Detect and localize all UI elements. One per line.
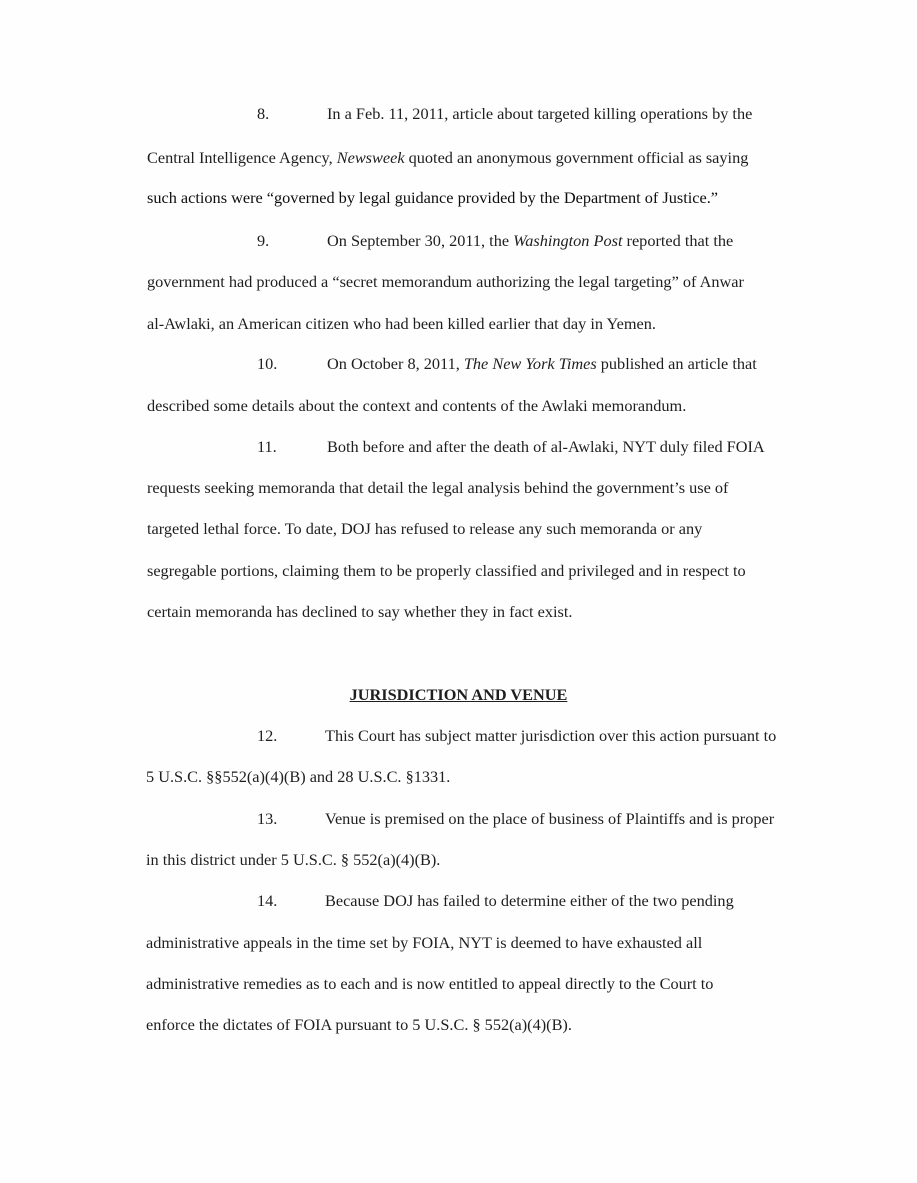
paragraph-number: 9. bbox=[257, 231, 270, 250]
paragraph-10-line-1: On October 8, 2011, The New York Times published an article that bbox=[327, 354, 757, 373]
paragraph-14-line-3: administrative remedies as to each and is now entitled to appeal directly to the Court to bbox=[146, 974, 714, 993]
paragraph-12-line-1: This Court has subject matter jurisdiction over this action pursuant to bbox=[325, 726, 777, 745]
paragraph-8-line-3: such actions were “governed by legal guidance provided by the Department of Justice.” bbox=[147, 188, 718, 207]
paragraph-13-line-1: Venue is premised on the place of business of Plaintiffs and is proper bbox=[325, 809, 775, 828]
paragraph-9-line-1: On September 30, 2011, the Washington Post reported that the bbox=[327, 231, 734, 250]
paragraph-12-line-2: 5 U.S.C. §§552(a)(4)(B) and 28 U.S.C. §1331. bbox=[146, 767, 451, 786]
paragraph-9-line-3: al-Awlaki, an American citizen who had been killed earlier that day in Yemen. bbox=[147, 314, 656, 333]
paragraph-11-line-1: Both before and after the death of al-Awlaki, NYT duly filed FOIA bbox=[327, 437, 765, 456]
paragraph-11-line-4: segregable portions, claiming them to be properly classified and privileged and in respect to bbox=[147, 561, 746, 580]
paragraph-8-line-1: In a Feb. 11, 2011, article about targeted killing operations by the bbox=[327, 104, 753, 123]
paragraph-14-line-4: enforce the dictates of FOIA pursuant to 5 U.S.C. § 552(a)(4)(B). bbox=[146, 1015, 572, 1034]
paragraph-11-line-5: certain memoranda has declined to say whether they in fact exist. bbox=[147, 602, 573, 621]
paragraph-number: 11. bbox=[257, 437, 277, 456]
paragraph-number: 13. bbox=[257, 809, 278, 828]
paragraph-14-line-2: administrative appeals in the time set by FOIA, NYT is deemed to have exhausted all bbox=[146, 933, 703, 952]
paragraph-11-line-2: requests seeking memoranda that detail the legal analysis behind the government’s use of bbox=[147, 478, 729, 497]
paragraph-number: 10. bbox=[257, 354, 278, 373]
paragraph-14-line-1: Because DOJ has failed to determine either of the two pending bbox=[325, 891, 734, 910]
paragraph-number: 8. bbox=[257, 104, 270, 123]
paragraph-9-line-2: government had produced a “secret memorandum authorizing the legal targeting” of Anwar bbox=[147, 272, 744, 291]
paragraph-11-line-3: targeted lethal force. To date, DOJ has refused to release any such memoranda or any bbox=[147, 519, 703, 538]
paragraph-8-line-2: Central Intelligence Agency, Newsweek quoted an anonymous government official as saying bbox=[147, 148, 749, 167]
paragraph-13-line-2: in this district under 5 U.S.C. § 552(a)(4)(B). bbox=[146, 850, 441, 869]
section-heading: JURISDICTION AND VENUE bbox=[349, 685, 568, 704]
paragraph-number: 14. bbox=[257, 891, 278, 910]
paragraph-number: 12. bbox=[257, 726, 278, 745]
paragraph-10-line-2: described some details about the context and contents of the Awlaki memorandum. bbox=[147, 396, 687, 415]
